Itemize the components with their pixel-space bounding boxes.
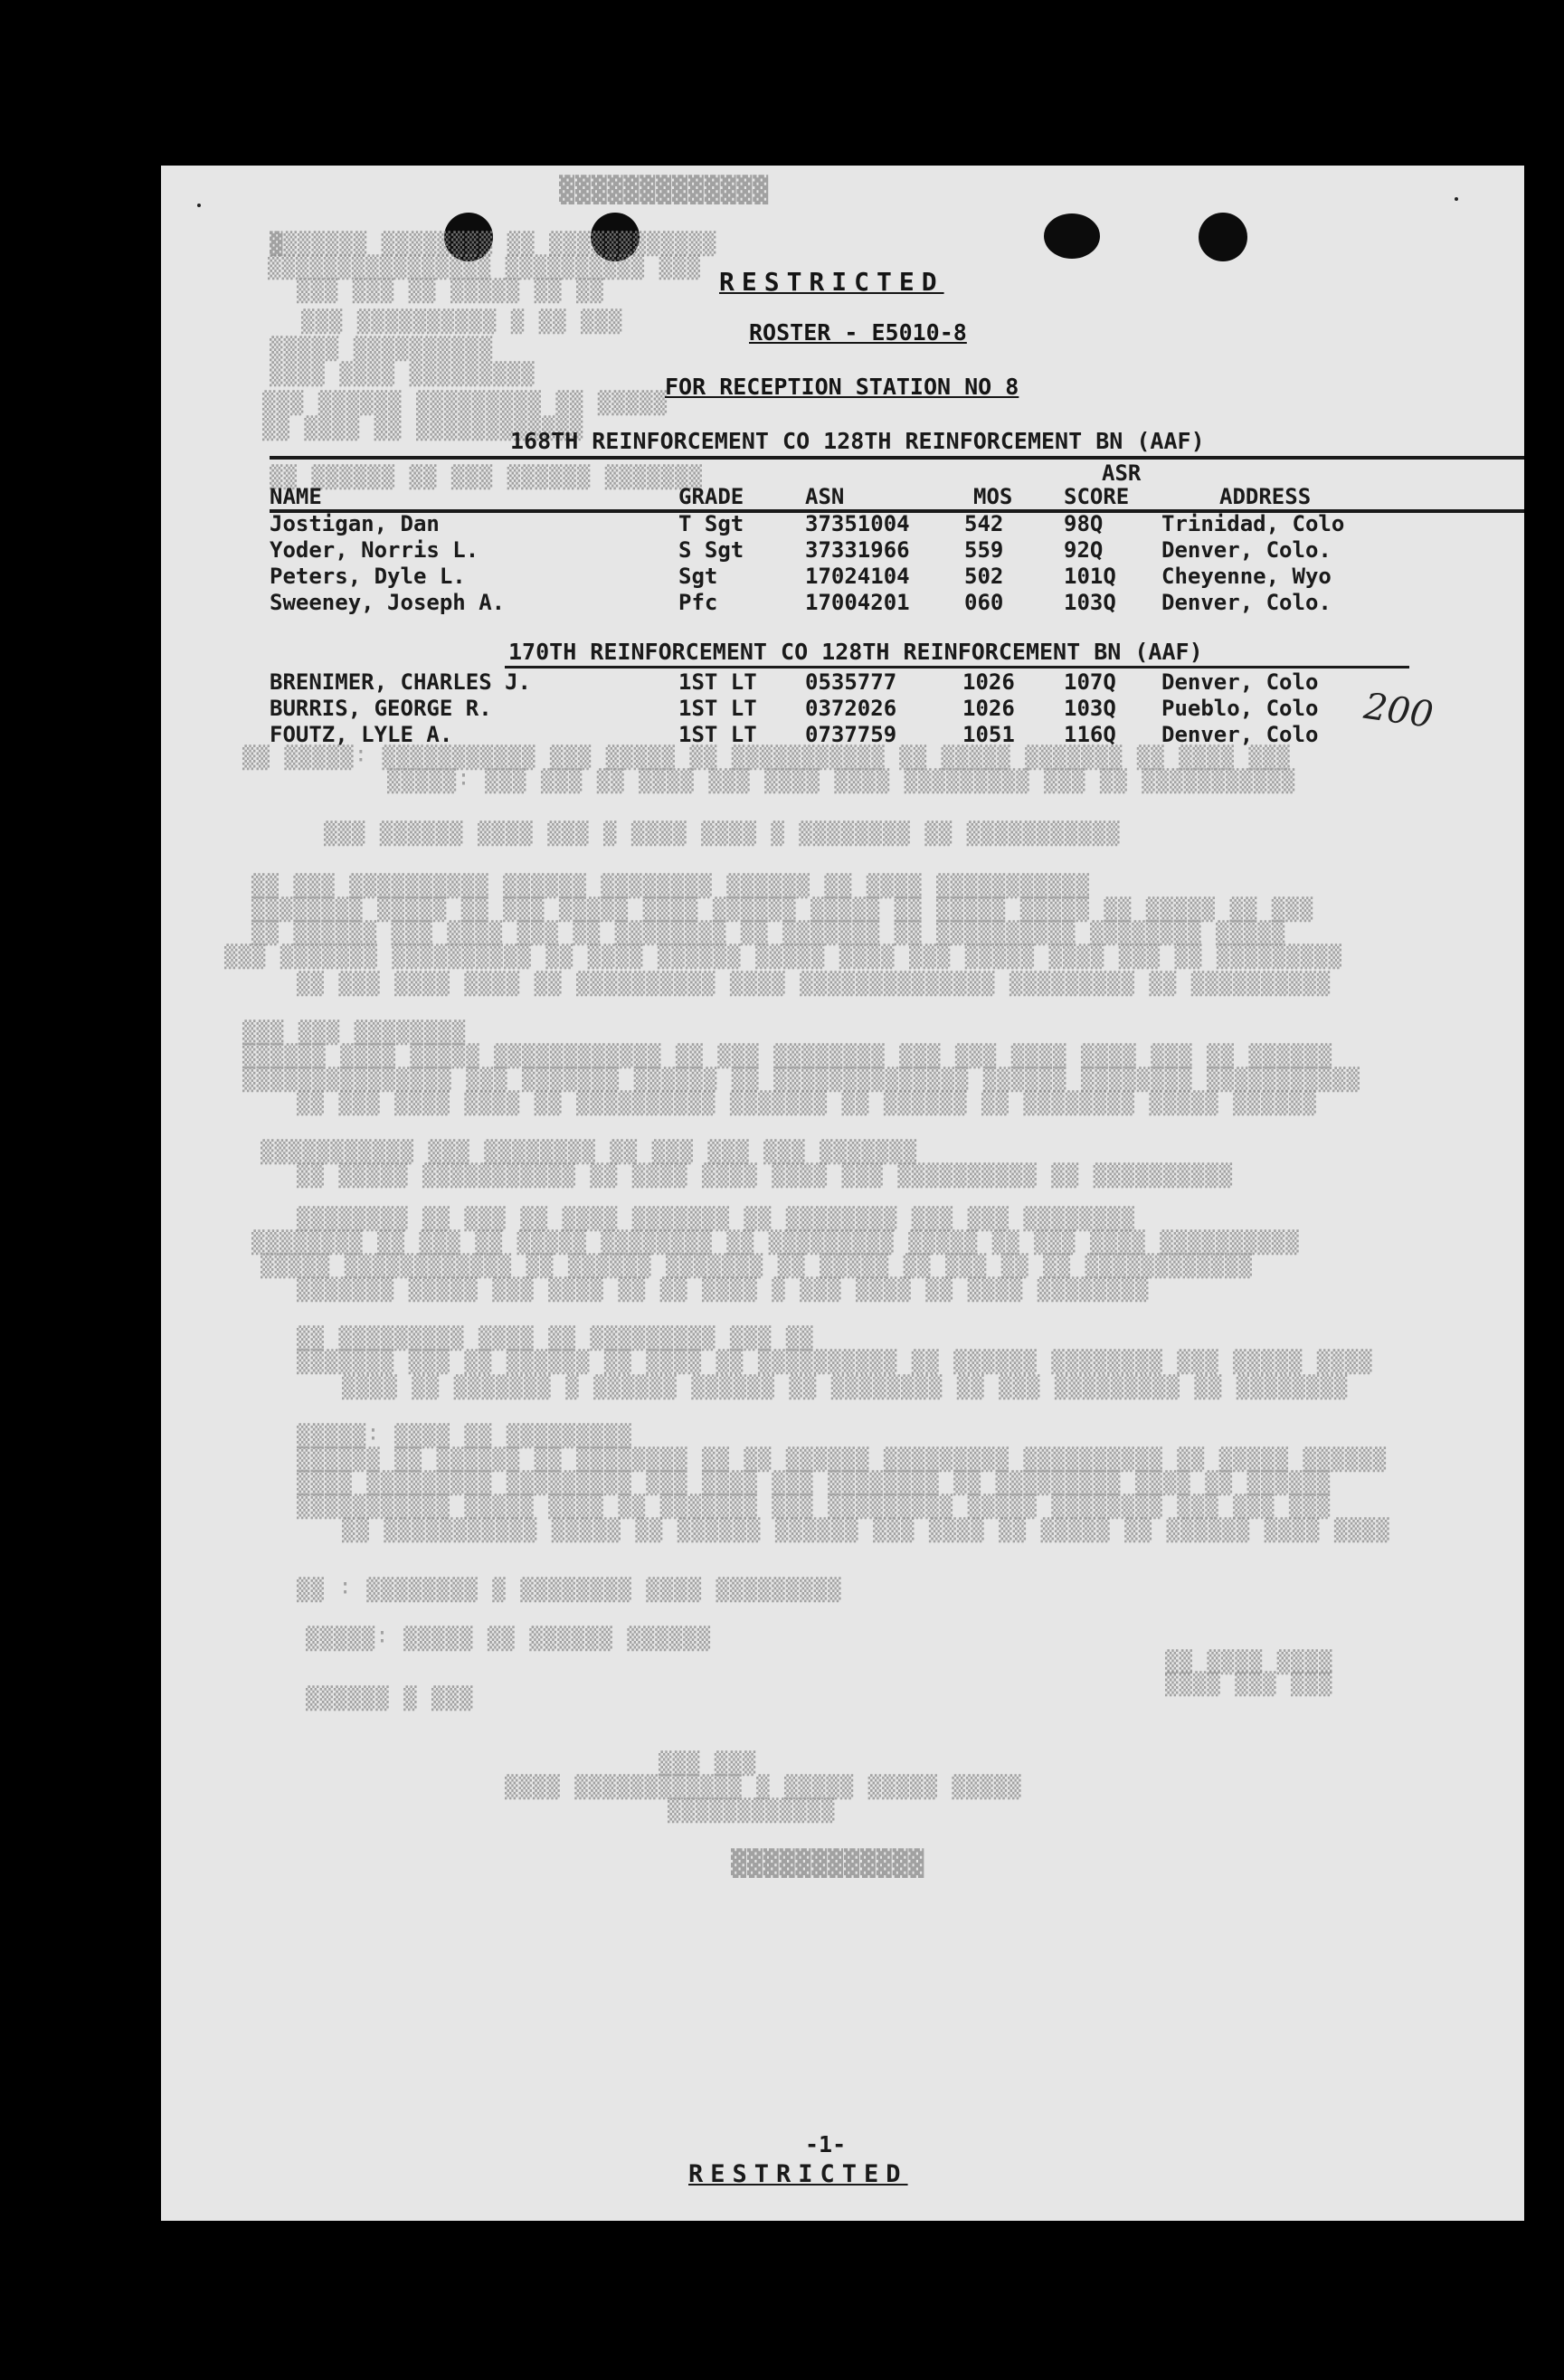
table-row — [161, 590, 1524, 616]
specks — [1455, 197, 1458, 201]
score-cell: 103Q — [1064, 696, 1116, 721]
table-row — [161, 669, 1524, 696]
mos-cell: 1026 — [962, 696, 1015, 721]
bleed-through-text: ▒▒▒▒▒▒ ▒ ▒▒▒ — [306, 1685, 474, 1711]
restricted-heading: RESTRICTED — [719, 267, 944, 297]
bleed-through-text: ▒▒▒▒▒▒ ▒▒ ▒▒▒▒▒▒ ▒▒ ▒▒▒▒▒▒▒▒ ▒▒ ▒▒ ▒▒▒▒▒▒ ▒▒▒▒▒▒▒▒▒ ▒▒▒▒▒▒▒▒▒▒ ▒▒ ▒▒▒▒▒ ▒▒▒▒▒▒ — [297, 1446, 1388, 1472]
address-cell: Denver, Colo. — [1161, 537, 1332, 563]
divider — [270, 456, 1524, 460]
bleed-through-text: ▒▒▒▒ ▒▒▒▒▒▒▒▒▒ ▒▒▒▒▒▒▒▒▒ ▒▒▒ ▒▒▒▒ ▒▒▒ ▒▒▒▒▒▒▒▒ ▒▒ ▒▒▒▒▒▒▒▒▒ ▒▒▒▒ ▒▒ ▒▒▒▒▒▒ — [297, 1470, 1332, 1495]
address-cell: Denver, Colo — [1161, 669, 1319, 695]
bleed-through-text: ▒▒ ▒▒▒ ▒▒▒▒▒▒▒▒▒▒ ▒▒▒▒▒▒ ▒▒▒▒▒▒▒▒ ▒▒▒▒▒▒ ▒▒ ▒▒▒▒ ▒▒▒▒▒▒▒▒▒▒▒ — [251, 873, 1090, 898]
column-header-name: NAME — [270, 484, 322, 509]
roster-title: ROSTER - E5010-8 — [749, 319, 967, 346]
grade-cell: Sgt — [678, 564, 718, 589]
table-row — [161, 537, 1524, 564]
column-header-address: ADDRESS — [1219, 484, 1312, 509]
bleed-through-text: ▒▒▒▒▒▒▒▒▒▒▒ ▒▒▒▒▒ ▒▒▒▒ ▒▒ ▒▒▒▒▒▒▒ ▒▒▒ ▒▒▒▒▒▒▒▒▒ ▒▒▒▒▒ ▒▒▒▒▒▒▒▒ ▒▒▒ ▒▒▒ ▒▒▒ — [297, 1493, 1332, 1519]
asn-cell: 17004201 — [805, 590, 910, 615]
bleed-through-text: ▒▒▒ ▒▒▒ — [659, 1750, 757, 1776]
asn-cell: 0372026 — [805, 696, 897, 721]
address-cell: Trinidad, Colo — [1161, 511, 1345, 536]
bleed-through-text: ▓▒▒▒▒▒▒ ▒▒▒▒▒▒▒▒ ▒▒ ▒▒▒▒▒▒▒▒▒▒▒▒ — [270, 231, 717, 256]
bleed-through-text: ▒▒▒▒▒: ▒▒▒ ▒▒▒ ▒▒ ▒▒▒▒ ▒▒▒ ▒▒▒▒ ▒▒▒▒ ▒▒▒▒▒▒▒▒▒ ▒▒▒ ▒▒ ▒▒▒▒▒▒▒▒▒▒▒ — [387, 768, 1296, 793]
bleed-through-text: ▒▒ ▒▒▒▒▒ ▒▒▒▒▒▒▒▒▒▒▒ ▒▒ ▒▒▒▒ ▒▒▒▒ ▒▒▒▒ ▒▒▒ ▒▒▒▒▒▒▒▒▒▒ ▒▒ ▒▒▒▒▒▒▒▒▒▒ — [297, 1162, 1234, 1188]
name-cell: FOUTZ, LYLE A. — [270, 722, 453, 747]
bleed-through-text: ▒▒▒▒▒▒▒▒▒▒▒ ▒▒▒ ▒▒▒▒▒▒▒▒ ▒▒ ▒▒▒ ▒▒▒ ▒▒▒ ▒▒▒▒▒▒▒ — [261, 1139, 918, 1164]
specks — [197, 204, 201, 207]
score-cell: 92Q — [1064, 537, 1104, 563]
score-cell: 103Q — [1064, 590, 1116, 615]
bleed-through-text: ▒▒▒▒▒: ▒▒▒▒▒ ▒▒ ▒▒▒▒▒▒ ▒▒▒▒▒▒ — [306, 1626, 712, 1651]
address-cell: Cheyenne, Wyo — [1161, 564, 1332, 589]
bleed-through-text: ▒▒▒▒ ▒▒▒ ▒▒▒ — [1165, 1671, 1333, 1696]
bleed-through-text: ▒▒▒▒▒▒▒▒ ▒▒ ▒▒▒ ▒▒ ▒▒▒▒ ▒▒▒▒▒▒▒ ▒▒ ▒▒▒▒▒▒▒▒ ▒▒▒ ▒▒▒ ▒▒▒▒▒▒▒▒ — [297, 1206, 1135, 1231]
bleed-through-text: ▒▒▒ ▒▒▒ ▒▒ ▒▒▒▒▒ ▒▒ ▒▒ — [297, 278, 604, 303]
asn-cell: 37351004 — [805, 511, 910, 536]
document-page — [161, 166, 1524, 2221]
mos-cell: 502 — [964, 564, 1004, 589]
bleed-through-text: ▒▒▒▒ ▒▒ ▒▒▒▒▒▒▒ ▒ ▒▒▒▒▒▒ ▒▒▒▒▒▒ ▒▒ ▒▒▒▒▒▒▒▒ ▒▒ ▒▒▒ ▒▒▒▒▒▒▒▒▒ ▒▒ ▒▒▒▒▒▒▒▒ — [342, 1374, 1349, 1399]
handwritten-number: 200 — [1361, 685, 1436, 737]
table-row — [161, 722, 1524, 748]
bleed-through-text: ▒▒▒ ▒▒▒▒▒▒ ▒▒▒▒▒▒▒▒▒ ▒▒ ▒▒▒▒▒ — [262, 390, 668, 415]
bleed-through-text: ▒▒▒▒▒▒▒▒ ▒▒▒▒▒ ▒▒ ▒▒▒ ▒▒▒▒▒ ▒▒▒▒ ▒▒▒▒▒▒ ▒▒▒▒▒ ▒▒ ▒▒▒▒▒ ▒▒▒▒▒ ▒▒ ▒▒▒▒▒ ▒▒ ▒▒▒ — [251, 896, 1314, 922]
divider — [505, 666, 1409, 668]
punch-hole — [1199, 213, 1247, 261]
asn-cell: 0737759 — [805, 722, 897, 747]
asn-cell: 37331966 — [805, 537, 910, 563]
name-cell: BURRIS, GEORGE R. — [270, 696, 492, 721]
bleed-through-text: ▒▒▒ ▒▒▒▒▒▒▒ ▒▒▒▒▒▒▒▒▒▒ ▒▒ ▒▒▒▒ ▒▒▒▒▒▒ ▒▒▒▒▒ ▒▒▒▒ ▒▒▒ ▒▒▒▒▒ ▒▒▒▒ ▒▒▒ ▒▒ ▒▒▒▒▒▒▒▒▒ — [224, 943, 1342, 969]
bleed-through-text: ▒▒ ▒▒▒ ▒▒▒▒ ▒▒▒▒ ▒▒ ▒▒▒▒▒▒▒▒▒▒ ▒▒▒▒ ▒▒▒▒▒▒▒▒▒▒▒▒▒▒ ▒▒▒▒▒▒▒▒▒ ▒▒ ▒▒▒▒▒▒▒▒▒▒ — [297, 971, 1332, 996]
grade-cell: Pfc — [678, 590, 718, 615]
grade-cell: 1ST LT — [678, 696, 757, 721]
bleed-through-text: ▒▒ ▒▒▒▒ ▒▒ ▒▒▒▒▒▒▒▒▒▒▒▒ — [262, 415, 584, 441]
asn-cell: 0535777 — [805, 669, 897, 695]
bleed-through-text: ▒▒ ▒▒▒▒ ▒▒▒▒ — [1165, 1649, 1333, 1674]
unit-title: 170TH REINFORCEMENT CO 128TH REINFORCEMENT BN (AAF) — [508, 639, 1203, 665]
bleed-through-text: ▒▒▒▒▒▒▒ ▒▒▒▒▒ ▒▒▒ ▒▒▒▒ ▒▒ ▒▒ ▒▒▒▒ ▒ ▒▒▒ ▒▒▒▒ ▒▒ ▒▒▒▒ ▒▒▒▒▒▒▒▒ — [297, 1276, 1150, 1302]
name-cell: Yoder, Norris L. — [270, 537, 479, 563]
bleed-through-text: ▒▒▒▒▒▒▒ ▒▒▒ ▒▒ ▒▒▒▒▒▒ ▒▒ ▒▒▒▒ ▒▒ ▒▒▒▒▒▒▒▒▒▒ ▒▒ ▒▒▒▒▒▒ ▒▒▒▒▒▒▒▒ ▒▒▒ ▒▒▒▒▒ ▒▒▒▒ — [297, 1349, 1373, 1374]
bleed-through-text: ▒▒ ▒▒▒ ▒▒▒▒ ▒▒▒▒ ▒▒ ▒▒▒▒▒▒▒▒▒▒ ▒▒▒▒▒▒▒ ▒▒ ▒▒▒▒▒▒ ▒▒ ▒▒▒▒▒▒▒▒ ▒▒▒▒▒ ▒▒▒▒▒▒ — [297, 1090, 1317, 1115]
bleed-through-text: ▒▒▒▒▒▒▒▒▒▒▒▒▒▒▒ ▒▒▒ ▒▒▒▒▒▒▒ ▒▒▒▒▒▒ ▒▒ ▒▒▒▒▒▒▒▒▒▒▒▒▒▒ ▒▒▒▒▒▒ ▒▒▒▒▒▒▒▒ ▒▒▒▒▒▒▒▒▒▒▒ — [242, 1067, 1360, 1092]
grade-cell: 1ST LT — [678, 669, 757, 695]
asn-cell: 17024104 — [805, 564, 910, 589]
bleed-through-text: ▒▒▒▒▒▒▒▒ ▒▒ ▒▒▒ ▒▒ ▒▒▒▒▒ ▒▒▒▒▒▒▒▒ ▒▒ ▒▒▒▒▒▒▒▒▒ ▒▒▒▒▒ ▒▒ ▒▒▒ ▒▒▒▒ ▒▒▒▒▒▒▒▒▒▒ — [251, 1229, 1300, 1255]
mos-cell: 060 — [964, 590, 1004, 615]
bleed-through-text: ▒▒ ▒▒▒▒▒▒ ▒▒▒ ▒▒▒▒ ▒▒▒ ▒▒ ▒▒▒▒▒▒▒▒ ▒▒ ▒▒▒▒▒▒▒ ▒▒ ▒▒▒▒▒▒▒▒▒▒ ▒▒▒▒▒▒▒▒ ▒▒▒▒▒ — [251, 920, 1286, 945]
score-cell: 107Q — [1064, 669, 1116, 695]
score-cell: 98Q — [1064, 511, 1104, 536]
bleed-through-text: ▒▒▒ ▒▒▒▒▒▒▒▒▒▒ ▒ ▒▒ ▒▒▒ — [301, 308, 623, 334]
name-cell: Jostigan, Dan — [270, 511, 440, 536]
bleed-through-text: ▒▒ ▒▒▒▒▒▒▒▒▒ ▒▒▒▒ ▒▒ ▒▒▒▒▒▒▒▒▒ ▒▒▒ ▒▒ — [297, 1325, 814, 1351]
column-header-mos: MOS — [973, 484, 1013, 509]
punch-hole — [1044, 213, 1100, 259]
bleed-through-text: ▓▓▓▓▓▓▓▓▓▓▓▓▓ — [559, 175, 770, 204]
bleed-through-text: ▒▒▒▒▒▒▒▒▒▒▒▒ — [668, 1797, 836, 1823]
bleed-through-text: ▒▒ : ▒▒▒▒▒▒▒▒ ▒ ▒▒▒▒▒▒▒▒ ▒▒▒▒ ▒▒▒▒▒▒▒▒▒ — [297, 1577, 842, 1602]
address-cell: Pueblo, Colo — [1161, 696, 1319, 721]
unit-title: 168TH REINFORCEMENT CO 128TH REINFORCEMENT BN (AAF) — [510, 428, 1205, 454]
bleed-through-text: ▒▒▒▒▒ ▒▒▒▒▒▒▒▒▒▒▒▒ ▒▒ ▒▒▒▒▒▒ ▒▒▒▒▒▒▒ ▒▒ ▒▒▒▒▒ ▒▒ ▒▒▒ ▒▒ ▒▒ ▒▒▒▒▒▒▒▒▒▒▒▒ — [261, 1253, 1253, 1278]
bleed-through-text: ▒▒ ▒▒▒▒▒▒▒▒▒▒▒ ▒▒▒▒▒ ▒▒ ▒▒▒▒▒▒ ▒▒▒▒▒▒ ▒▒▒ ▒▒▒▒ ▒▒ ▒▒▒▒▒ ▒▒ ▒▒▒▒▒▒ ▒▒▒▒ ▒▒▒▒ — [342, 1517, 1390, 1542]
score-cell: 101Q — [1064, 564, 1116, 589]
name-cell: BRENIMER, CHARLES J. — [270, 669, 531, 695]
bleed-through-text: ▒▒▒▒▒▒ ▒▒▒▒ ▒▒▒▒▒ ▒▒▒▒▒▒▒▒▒▒▒▒ ▒▒ ▒▒▒ ▒▒▒▒▒▒▒▒ ▒▒▒ ▒▒▒ ▒▒▒▒ ▒▒▒▒ ▒▒▒ ▒▒ ▒▒▒▒▒▒ — [242, 1043, 1333, 1068]
table-row — [161, 564, 1524, 590]
grade-cell: 1ST LT — [678, 722, 757, 747]
reception-station-title: FOR RECEPTION STATION NO 8 — [665, 374, 1019, 400]
column-header-score: SCORE — [1064, 484, 1130, 509]
bleed-through-text: ▒▒▒ ▒▒▒ ▒▒▒▒▒▒▒▒ — [242, 1019, 467, 1045]
bleed-through-text: ▒▒▒▒ ▒▒▒▒ ▒▒▒▒▒▒▒▒▒ — [270, 361, 536, 386]
column-header-asr: ASR — [1102, 460, 1142, 486]
name-cell: Sweeney, Joseph A. — [270, 590, 506, 615]
bleed-through-text: ▒▒▒▒▒ ▒▒▒▒▒▒▒▒▒▒ — [270, 336, 494, 361]
table-row — [161, 511, 1524, 537]
grade-cell: T Sgt — [678, 511, 744, 536]
name-cell: Peters, Dyle L. — [270, 564, 466, 589]
page-number: -1- — [805, 2131, 847, 2157]
address-cell: Denver, Colo — [1161, 722, 1319, 747]
bleed-through-text: ▒▒ ▒▒▒▒▒: ▒▒▒▒▒▒▒▒▒▒▒ ▒▒▒ ▒▒▒▒▒ ▒▒ ▒▒▒▒▒▒▒▒▒▒▒ ▒▒ ▒▒▒▒▒ ▒▒▒▒▒▒▒ ▒▒ ▒▒▒▒ ▒▒▒ — [242, 744, 1291, 770]
score-cell: 116Q — [1064, 722, 1116, 747]
address-cell: Denver, Colo. — [1161, 590, 1332, 615]
grade-cell: S Sgt — [678, 537, 744, 563]
bleed-through-text: ▒▒▒▒▒: ▒▒▒▒ ▒▒ ▒▒▒▒▒▒▒▒▒ — [297, 1423, 632, 1448]
mos-cell: 559 — [964, 537, 1004, 563]
mos-cell: 1026 — [962, 669, 1015, 695]
column-header-asn: ASN — [805, 484, 845, 509]
restricted-footer: RESTRICTED — [688, 2160, 908, 2188]
mos-cell: 1051 — [962, 722, 1015, 747]
bleed-through-text: ▒▒ ▒▒▒▒▒▒ ▒▒ ▒▒▒ ▒▒▒▒▒▒ ▒▒▒▒▒▒▒ — [270, 464, 703, 489]
table-row — [161, 696, 1524, 722]
bleed-through-text: ▓▓▓▓▓▓▓▓▓▓▓▓ — [731, 1848, 925, 1878]
bleed-through-text: ▒▒▒▒ ▒▒▒▒▒▒▒▒▒▒▒▒ ▒ ▒▒▒▒▒ ▒▒▒▒▒ ▒▒▒▒▒ — [505, 1774, 1022, 1799]
mos-cell: 542 — [964, 511, 1004, 536]
bleed-through-text: ▒▒▒ ▒▒▒▒▒▒ ▒▒▒▒ ▒▒▒ ▒ ▒▒▒▒ ▒▒▒▒ ▒ ▒▒▒▒▒▒▒▒ ▒▒ ▒▒▒▒▒▒▒▒▒▒▒ — [324, 820, 1121, 846]
column-header-grade: GRADE — [678, 484, 744, 509]
bleed-through-text: ▒▒▒▒▒▒▒▒▒▒▒▒▒▒▒▒ ▒▒▒▒▒▒▒▒▒▒ ▒▒▒ — [268, 254, 701, 280]
